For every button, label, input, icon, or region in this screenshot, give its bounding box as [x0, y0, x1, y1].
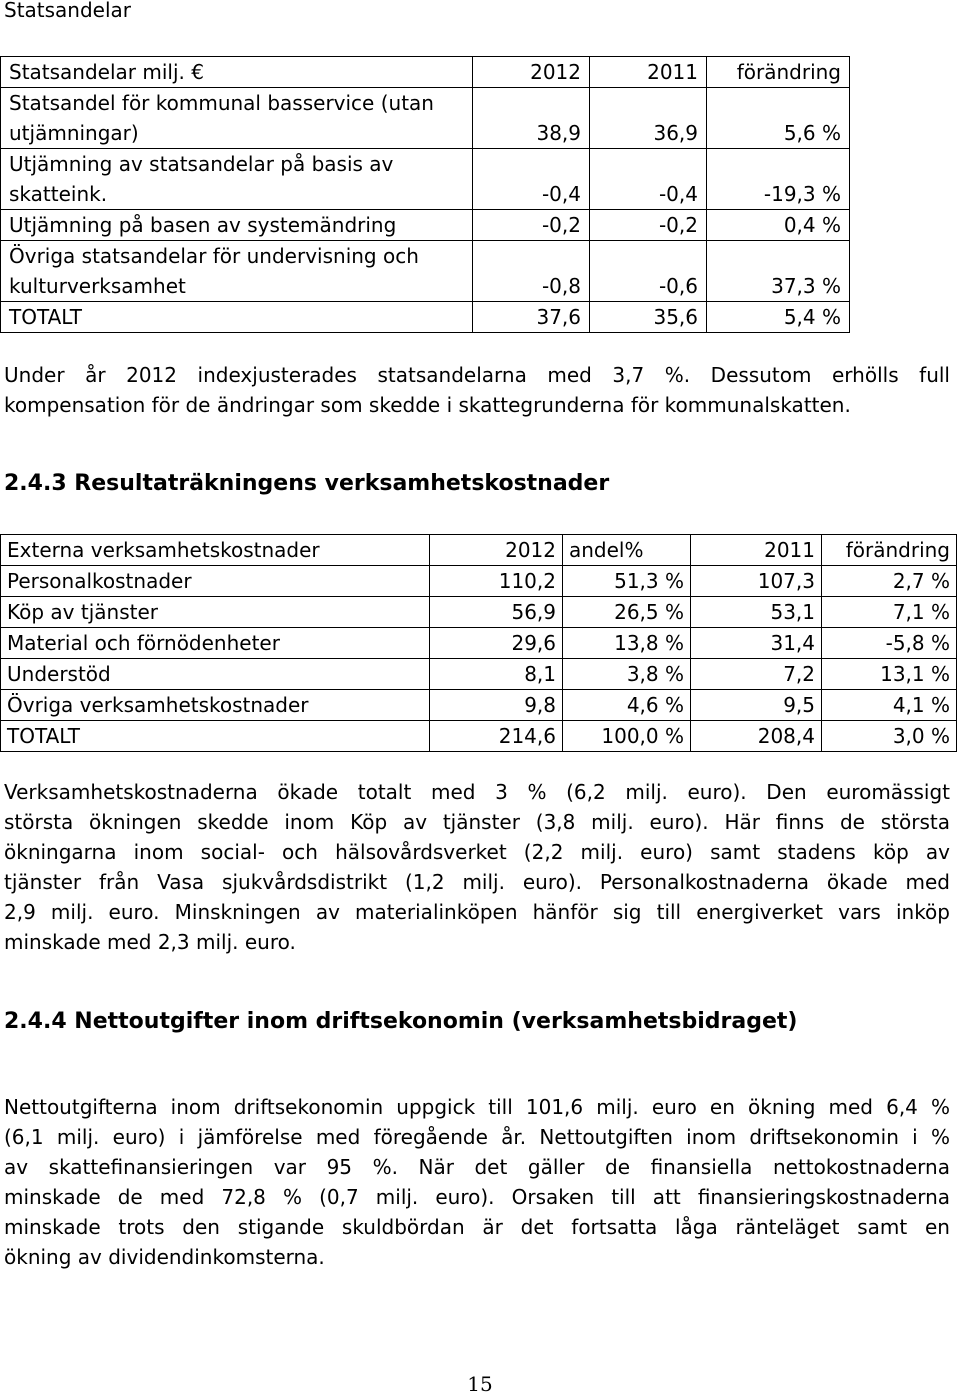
paragraph-line: (6,1 milj. euro) i jämförelse med föregående år. Nettoutgiften inom driftsekonomin i % [4, 1125, 950, 1149]
header-2012: 2012 [473, 57, 590, 88]
header-change: förändring [822, 535, 957, 566]
value-2012: 37,6 [473, 302, 590, 333]
page-section-title: Statsandelar [4, 0, 132, 22]
table-row [1, 210, 850, 241]
value-2012: 56,9 [430, 597, 563, 628]
verksamhetskostnader-table [0, 534, 957, 752]
value-change: 0,4 % [707, 210, 850, 241]
value-2012: 214,6 [430, 721, 563, 752]
value-change: 7,1 % [822, 597, 957, 628]
paragraph-line: tjänster från Vasa sjukvårdsdistrikt (1,2 milj. euro). Personalkostnaderna ökade med [4, 870, 950, 894]
table-row [1, 566, 957, 597]
value-share: 26,5 % [563, 597, 691, 628]
paragraph-line: minskade trots den stigande skuldbördan är det fortsatta låga ränteläget samt en [4, 1215, 950, 1239]
header-label: Statsandelar milj. € [1, 57, 473, 88]
value-2011: 7,2 [691, 659, 822, 690]
value-2012: -0,2 [473, 210, 590, 241]
section-heading-243: 2.4.3 Resultaträkningens verksamhetskostnader [4, 471, 610, 496]
value-change: 3,0 % [822, 721, 957, 752]
paragraph-line: minskade de med 72,8 % (0,7 milj. euro). Orsaken till att finansieringskostnaderna [4, 1185, 950, 1209]
table-total-row [1, 302, 850, 333]
value-2012: -0,4 [473, 149, 590, 210]
value-share: 100,0 % [563, 721, 691, 752]
paragraph-line: Verksamhetskostnaderna ökade totalt med 3 % (6,2 milj. euro). Den euromässigt [4, 780, 950, 804]
table-row [1, 597, 957, 628]
table-header-row [1, 57, 850, 88]
paragraph-statsandelar [4, 360, 950, 420]
table-row [1, 659, 957, 690]
paragraph-line: ökningarna inom social- och hälsovårdsverket (2,2 milj. euro) samt stadens köp av [4, 840, 950, 864]
row-label: Övriga verksamhetskostnader [1, 690, 430, 721]
value-share: 4,6 % [563, 690, 691, 721]
header-2011: 2011 [590, 57, 707, 88]
value-2011: 53,1 [691, 597, 822, 628]
row-label: Utjämning av statsandelar på basis av skatteink. [1, 149, 473, 210]
value-2012: -0,8 [473, 241, 590, 302]
row-label: Statsandel för kommunal basservice (utan utjämningar) [1, 88, 473, 149]
header-2012: 2012 [430, 535, 563, 566]
value-change: 37,3 % [707, 241, 850, 302]
value-change: 13,1 % [822, 659, 957, 690]
value-2011: 35,6 [590, 302, 707, 333]
row-label: Material och förnödenheter [1, 628, 430, 659]
header-change: förändring [707, 57, 850, 88]
value-2011: -0,4 [590, 149, 707, 210]
paragraph-verksamhetskostnader [4, 777, 950, 957]
value-change: 5,4 % [707, 302, 850, 333]
row-label: Köp av tjänster [1, 597, 430, 628]
value-change: -5,8 % [822, 628, 957, 659]
paragraph-line: Under år 2012 indexjusterades statsandelarna med 3,7 %. Dessutom erhölls full [4, 363, 950, 387]
paragraph-nettoutgifter [4, 1092, 950, 1272]
value-share: 51,3 % [563, 566, 691, 597]
value-change: 4,1 % [822, 690, 957, 721]
page-number: 15 [467, 1372, 493, 1396]
value-2011: 208,4 [691, 721, 822, 752]
value-2012: 29,6 [430, 628, 563, 659]
row-label: Utjämning på basen av systemändring [1, 210, 473, 241]
value-change: -19,3 % [707, 149, 850, 210]
header-share: andel% [563, 535, 691, 566]
table-row [1, 628, 957, 659]
statsandelar-table [0, 56, 850, 333]
value-change: 2,7 % [822, 566, 957, 597]
value-share: 3,8 % [563, 659, 691, 690]
table-total-row [1, 721, 957, 752]
value-change: 5,6 % [707, 88, 850, 149]
value-2012: 8,1 [430, 659, 563, 690]
value-2011: 31,4 [691, 628, 822, 659]
value-2011: -0,2 [590, 210, 707, 241]
value-2011: -0,6 [590, 241, 707, 302]
paragraph-line: 2,9 milj. euro. Minskningen av materialinköpen hänför sig till energiverket vars inköp [4, 900, 950, 924]
paragraph-line: av skattefinansieringen var 95 %. När det gäller de finansiella nettokostnaderna [4, 1155, 950, 1179]
row-label: Övriga statsandelar för undervisning och kulturverksamhet [1, 241, 473, 302]
value-2011: 9,5 [691, 690, 822, 721]
value-share: 13,8 % [563, 628, 691, 659]
paragraph-line: Nettoutgifterna inom driftsekonomin uppgick till 101,6 milj. euro en ökning med 6,4 % [4, 1095, 950, 1119]
value-2011: 36,9 [590, 88, 707, 149]
section-heading-244: 2.4.4 Nettoutgifter inom driftsekonomin (verksamhetsbidraget) [4, 1009, 798, 1034]
table-row [1, 149, 850, 210]
value-2011: 107,3 [691, 566, 822, 597]
table-row [1, 690, 957, 721]
value-2012: 9,8 [430, 690, 563, 721]
paragraph-line: största ökningen skedde inom Köp av tjänster (3,8 milj. euro). Här finns de största [4, 810, 950, 834]
row-label: TOTALT [1, 302, 473, 333]
table-row [1, 241, 850, 302]
row-label: TOTALT [1, 721, 430, 752]
row-label: Personalkostnader [1, 566, 430, 597]
paragraph-line: ökning av dividendinkomsterna. [4, 1245, 325, 1269]
row-label: Understöd [1, 659, 430, 690]
table-header-row [1, 535, 957, 566]
paragraph-line: minskade med 2,3 milj. euro. [4, 930, 296, 954]
header-label: Externa verksamhetskostnader [1, 535, 430, 566]
table-row [1, 88, 850, 149]
value-2012: 38,9 [473, 88, 590, 149]
paragraph-line: kompensation för de ändringar som skedde i skattegrunderna för kommunalskatten. [4, 393, 851, 417]
value-2012: 110,2 [430, 566, 563, 597]
header-2011: 2011 [691, 535, 822, 566]
